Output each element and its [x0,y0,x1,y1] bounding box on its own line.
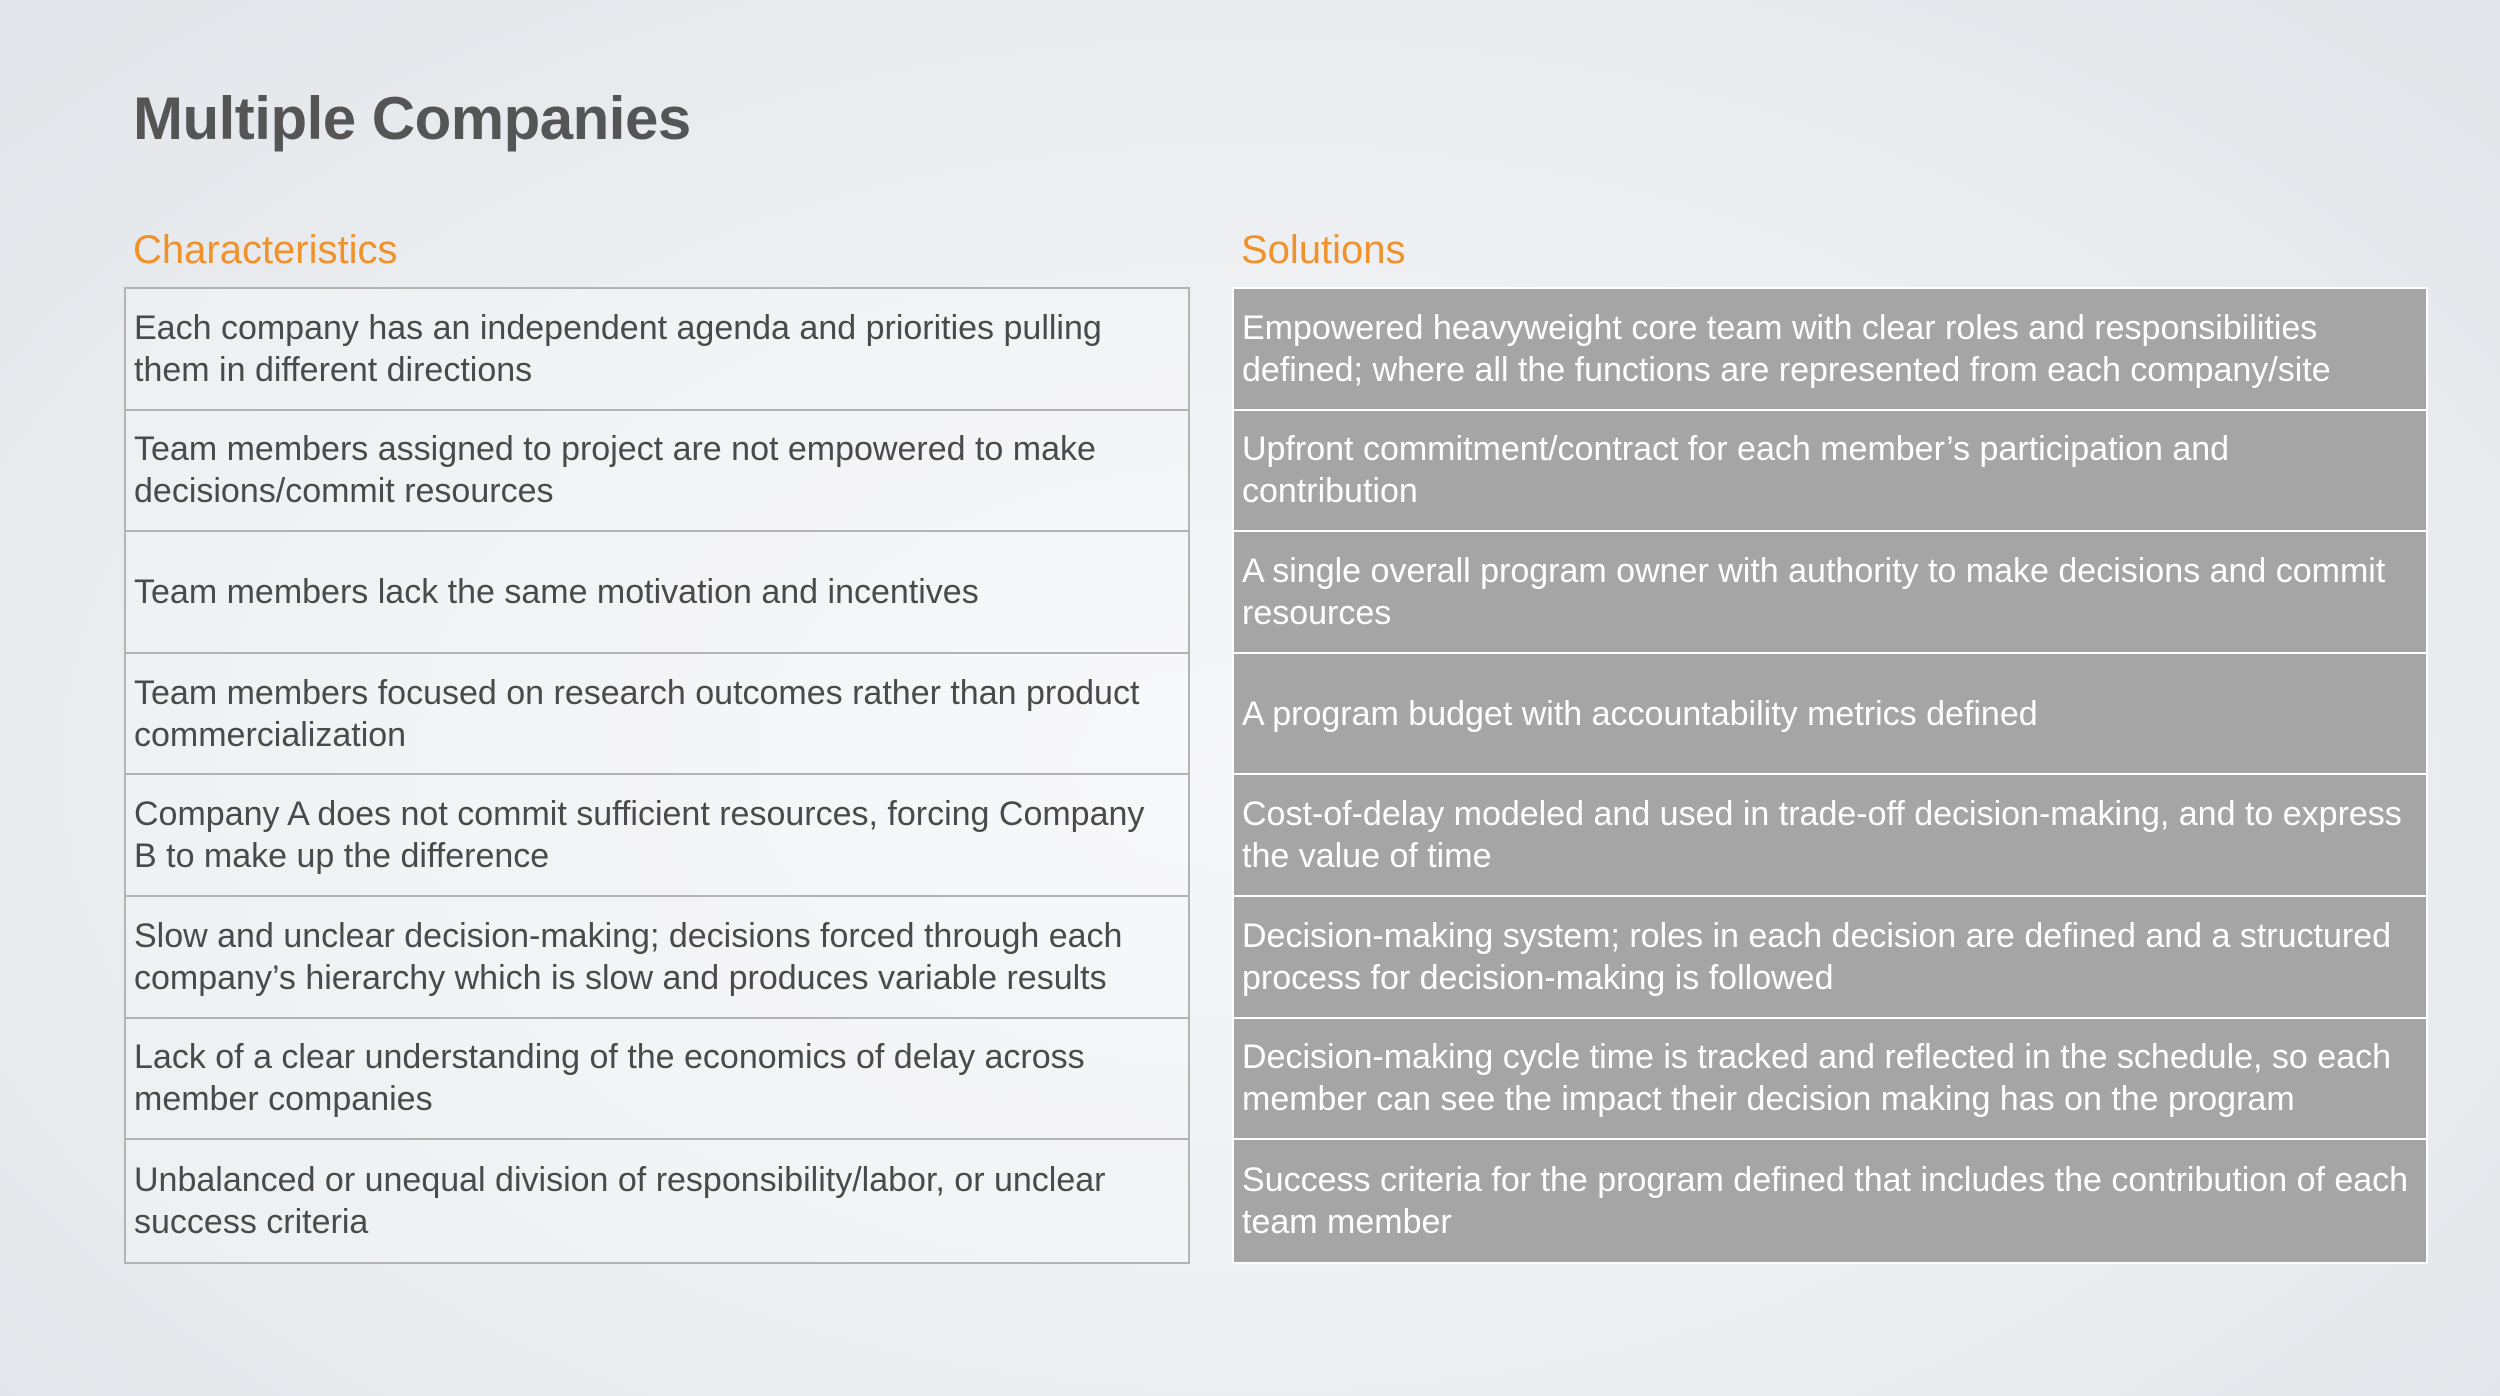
solution-row: A single overall program owner with authority to make decisions and commit resources [1234,532,2426,654]
solution-row: Success criteria for the program defined that includes the contribution of each team member [1242,1160,2409,1241]
characteristic-row: Team members assigned to project are not empowered to make decisions/commit resources [126,411,1188,533]
solutions-table [1232,287,2428,1264]
solution-row: Decision-making system; roles in each decision are defined and a structured process for decision-making is followed [1234,897,2426,1019]
solution-row: Empowered heavyweight core team with clear roles and responsibilities defined; where all the functions are represented from each company/site [1234,289,2426,411]
characteristics-table [124,287,1190,1264]
slide-title: Multiple Companies [133,85,691,152]
characteristic-row: Slow and unclear decision-making; decisions forced through each company’s hierarchy which is slow and produces variable results [126,897,1188,1019]
solution-row: Decision-making cycle time is tracked and reflected in the schedule, so each member can see the impact their decision making has on the program [1234,1019,2426,1141]
characteristic-row: Each company has an independent agenda and priorities pulling them in different directions [126,289,1188,411]
characteristic-row: Team members focused on research outcomes rather than product commercialization [126,654,1188,776]
characteristic-row: Team members lack the same motivation and incentives [126,532,1188,654]
solution-row: Upfront commitment/contract for each member’s participation and contribution [1234,411,2426,533]
solution-row: A program budget with accountability metrics defined [1234,654,2426,776]
solutions-heading: Solutions [1241,228,1406,272]
solution-row: Cost-of-delay modeled and used in trade-off decision-making, and to express the value of time [1234,775,2426,897]
characteristic-row: Unbalanced or unequal division of responsibility/labor, or unclear success criteria [134,1160,1106,1241]
characteristic-row: Lack of a clear understanding of the economics of delay across member companies [126,1019,1188,1141]
characteristic-row: Company A does not commit sufficient resources, forcing Company B to make up the difference [126,775,1188,897]
characteristics-heading: Characteristics [133,228,398,272]
